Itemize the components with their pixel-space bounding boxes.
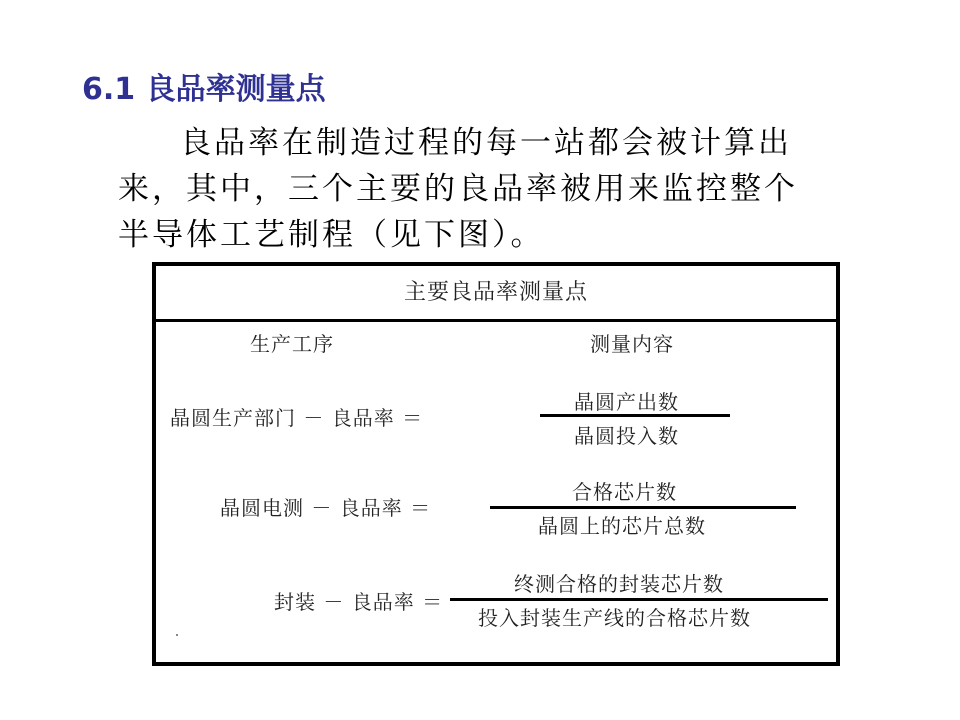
fraction-bar	[540, 414, 730, 417]
fraction-denominator: 晶圆上的芯片总数	[538, 514, 706, 538]
paragraph-line: 良品率在制造过程的每一站都会被计算出	[180, 125, 792, 161]
column-header-process: 生产工序	[250, 332, 334, 356]
row-equation-label: 封装 － 良品率 ＝	[274, 590, 444, 614]
fraction-numerator: 合格芯片数	[572, 480, 677, 504]
fraction-bar	[490, 506, 796, 509]
slide-title: 6.1 良品率测量点	[82, 72, 326, 107]
intro-paragraph	[118, 120, 888, 258]
row-equation-label: 晶圆生产部门 － 良品率 ＝	[170, 406, 424, 430]
yield-measurement-table	[152, 262, 840, 666]
fraction-denominator: 晶圆投入数	[574, 424, 679, 448]
fraction-numerator: 晶圆产出数	[574, 390, 679, 414]
fraction-bar	[450, 598, 828, 601]
stray-mark	[176, 634, 178, 636]
paragraph-line: 半导体工艺制程（见下图）。	[118, 217, 545, 253]
fraction-denominator: 投入封装生产线的合格芯片数	[478, 606, 751, 630]
table-header: 主要良品率测量点	[156, 266, 836, 322]
paragraph-line: 来，其中，三个主要的良品率被用来监控整个	[118, 171, 798, 207]
fraction-numerator: 终测合格的封装芯片数	[514, 572, 724, 596]
row-equation-label: 晶圆电测 － 良品率 ＝	[220, 496, 432, 520]
column-header-content: 测量内容	[590, 332, 674, 356]
